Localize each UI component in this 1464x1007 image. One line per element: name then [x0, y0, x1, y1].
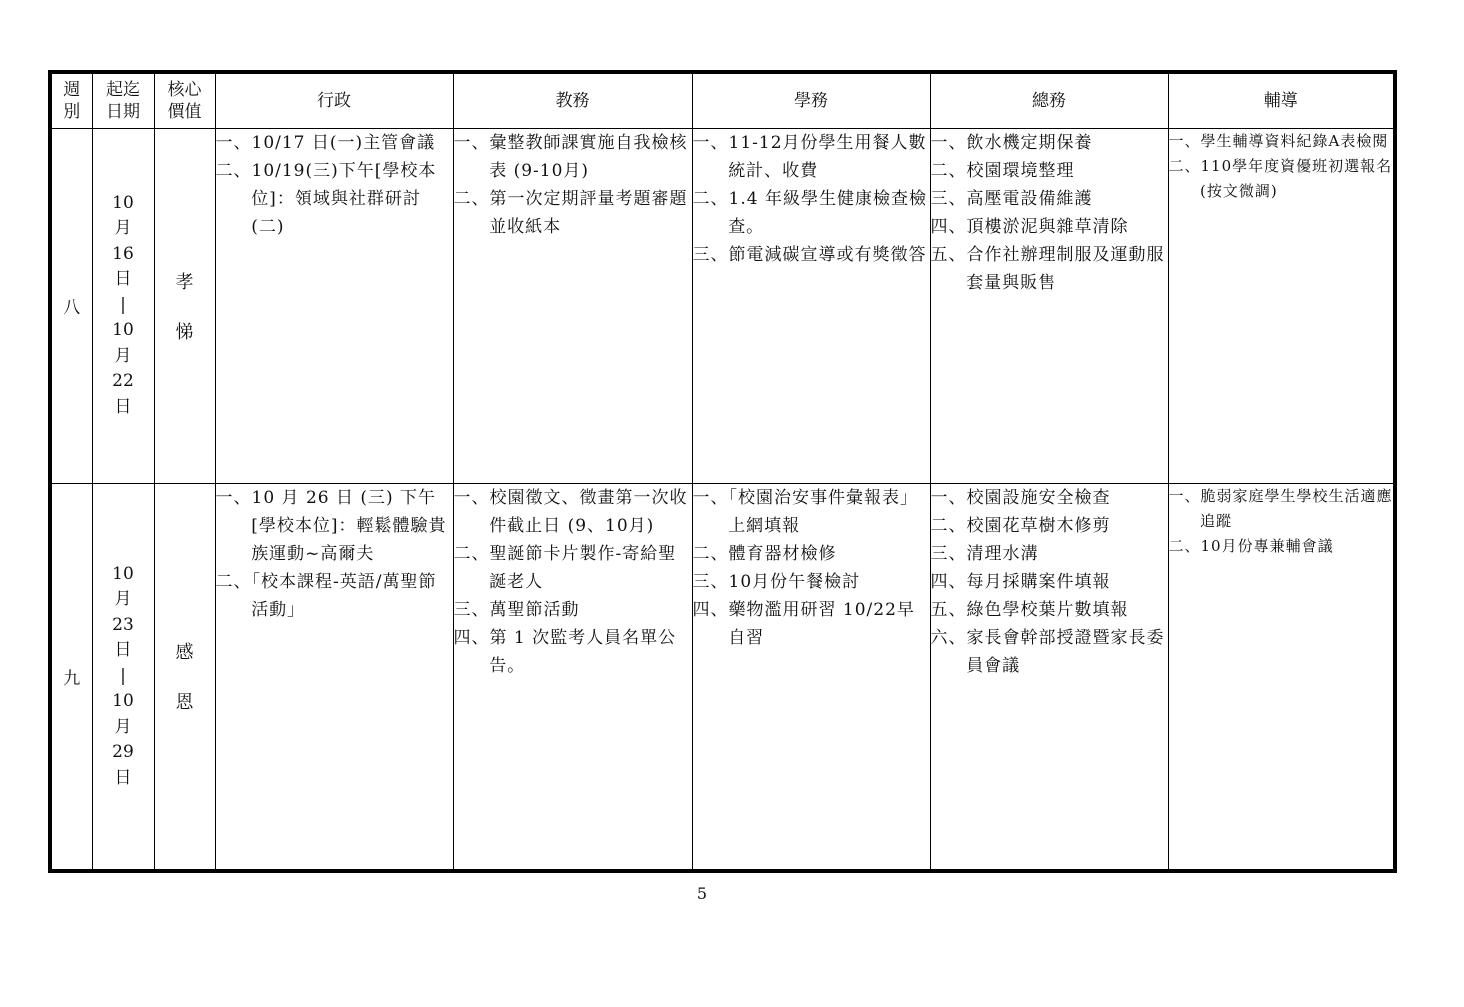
list-item: 一、10/17 日(一)主管會議 — [215, 132, 436, 153]
list-item: 三、萬聖節活動 — [453, 599, 580, 620]
weekly-schedule-table — [48, 70, 1397, 873]
header-row — [50, 72, 1395, 128]
list-item: 一、飲水機定期保養 — [930, 132, 1093, 153]
general-affairs-list — [931, 129, 1168, 297]
list-item: 一、10 月 26 日 (三) 下午[學校本位]：輕鬆體驗貴族運動~高爾夫 — [215, 487, 447, 564]
general-affairs-cell — [930, 128, 1168, 483]
date-part: 月 — [114, 589, 132, 609]
list-item: 一、學生輔導資料紀錄A表檢閱 — [1168, 131, 1389, 150]
date-part: 10 — [112, 192, 134, 213]
list-item: 三、節電減碳宣導或有獎徵答 — [692, 244, 927, 265]
date-part: 日 — [114, 396, 132, 417]
core-value — [154, 483, 215, 871]
week-row — [50, 128, 1395, 483]
list-item: 一、校園設施安全檢查 — [930, 487, 1111, 508]
date-part: 日 — [114, 640, 132, 660]
list-item: 二、校園環境整理 — [930, 160, 1075, 181]
list-item: 二、校園花草樹木修剪 — [930, 515, 1111, 536]
admin-cell — [215, 483, 453, 871]
header-counseling: 輔導 — [1168, 72, 1395, 128]
general-affairs-cell — [930, 483, 1168, 871]
list-item: 二、10/19(三)下午[學校本位]：領域與社群研討(二) — [215, 160, 437, 237]
list-item: 一、11-12月份學生用餐人數統計、收費 — [692, 132, 927, 181]
date-part: 日 — [114, 269, 132, 290]
list-item: 二、第一次定期評量考題審題並收紙本 — [453, 188, 688, 237]
student-affairs-list — [693, 129, 930, 269]
week-number: 八 — [50, 128, 92, 483]
header-value-line: 核心 — [167, 79, 202, 100]
header-week-line: 週 — [63, 79, 81, 100]
header-date-line: 日期 — [106, 101, 140, 122]
date-part: 月 — [114, 345, 132, 366]
admin-cell — [215, 128, 453, 483]
date-part: 29 — [112, 742, 134, 762]
list-item: 二、「校本課程-英語/萬聖節活動」 — [215, 571, 437, 620]
date-part: | — [120, 294, 126, 315]
list-item: 二、110學年度資優班初選報名 (按文微調) — [1168, 156, 1393, 200]
list-item: 二、聖誕節卡片製作-寄給聖誕老人 — [453, 543, 677, 592]
counseling-list — [1169, 129, 1394, 204]
list-item: 二、10月份專兼輔會議 — [1168, 536, 1334, 555]
list-item: 二、體育器材檢修 — [692, 543, 837, 564]
list-item: 一、彙整教師課實施自我檢核表 (9-10月) — [453, 132, 688, 181]
header-academic: 教務 — [453, 72, 692, 128]
list-item: 三、10月份午餐檢討 — [692, 571, 861, 592]
academic-cell — [453, 128, 692, 483]
header-week — [50, 72, 92, 128]
page-number: 5 — [696, 884, 708, 903]
list-item: 二、1.4 年級學生健康檢查檢查。 — [692, 188, 927, 237]
header-week-line: 別 — [63, 101, 81, 122]
date-part: 23 — [112, 614, 134, 635]
list-item: 一、脆弱家庭學生學校生活適應追蹤 — [1168, 486, 1393, 530]
list-item: 四、每月採購案件填報 — [930, 571, 1111, 592]
academic-cell — [453, 483, 692, 871]
date-part: 月 — [114, 218, 132, 239]
list-item: 五、合作社辦理制服及運動服套量與販售 — [930, 244, 1165, 293]
header-student-affairs: 學務 — [692, 72, 930, 128]
admin-list — [216, 129, 453, 241]
date-part: 10 — [112, 563, 134, 584]
list-item: 三、高壓電設備維護 — [930, 188, 1093, 209]
header-date — [92, 72, 154, 128]
student-affairs-cell — [692, 128, 930, 483]
student-affairs-list — [693, 484, 930, 652]
counseling-cell — [1168, 483, 1395, 871]
academic-list — [454, 129, 692, 241]
list-item: 四、頂樓淤泥與雜草清除 — [930, 216, 1129, 237]
date-range — [92, 128, 154, 483]
counseling-list — [1169, 484, 1394, 559]
core-value — [154, 128, 215, 483]
list-item: 六、家長會幹部授證暨家長委員會議 — [930, 627, 1165, 676]
header-value-line: 價值 — [167, 101, 202, 122]
academic-list — [454, 484, 692, 680]
date-part: 月 — [114, 716, 132, 737]
date-part: | — [120, 665, 126, 686]
date-range — [92, 483, 154, 871]
core-value-char: 孝 — [175, 271, 194, 293]
date-part: 10 — [112, 691, 134, 711]
core-value-char: 恩 — [175, 692, 194, 714]
admin-list — [216, 484, 453, 624]
date-part: 日 — [114, 767, 132, 788]
student-affairs-cell — [692, 483, 930, 871]
header-general-affairs: 總務 — [930, 72, 1168, 128]
date-part: 16 — [112, 243, 134, 264]
week-row — [50, 483, 1395, 871]
core-value-char: 感 — [175, 642, 194, 664]
list-item: 四、藥物濫用研習 10/22早自習 — [692, 599, 915, 648]
header-admin: 行政 — [215, 72, 453, 128]
list-item: 一、「校園治安事件彙報表」上網填報 — [692, 487, 918, 536]
date-part: 10 — [112, 320, 134, 341]
header-date-line: 起迄 — [106, 79, 140, 100]
header-core-value — [154, 72, 215, 128]
list-item: 三、清理水溝 — [930, 543, 1039, 564]
general-affairs-list — [931, 484, 1168, 680]
date-part: 22 — [112, 371, 134, 392]
list-item: 四、第 1 次監考人員名單公告。 — [453, 627, 677, 676]
week-number: 九 — [50, 483, 92, 871]
list-item: 一、校園徵文、徵畫第一次收件截止日 (9、10月) — [453, 487, 688, 536]
list-item: 五、綠色學校葉片數填報 — [930, 599, 1129, 620]
counseling-cell — [1168, 128, 1395, 483]
core-value-char: 悌 — [175, 321, 194, 343]
